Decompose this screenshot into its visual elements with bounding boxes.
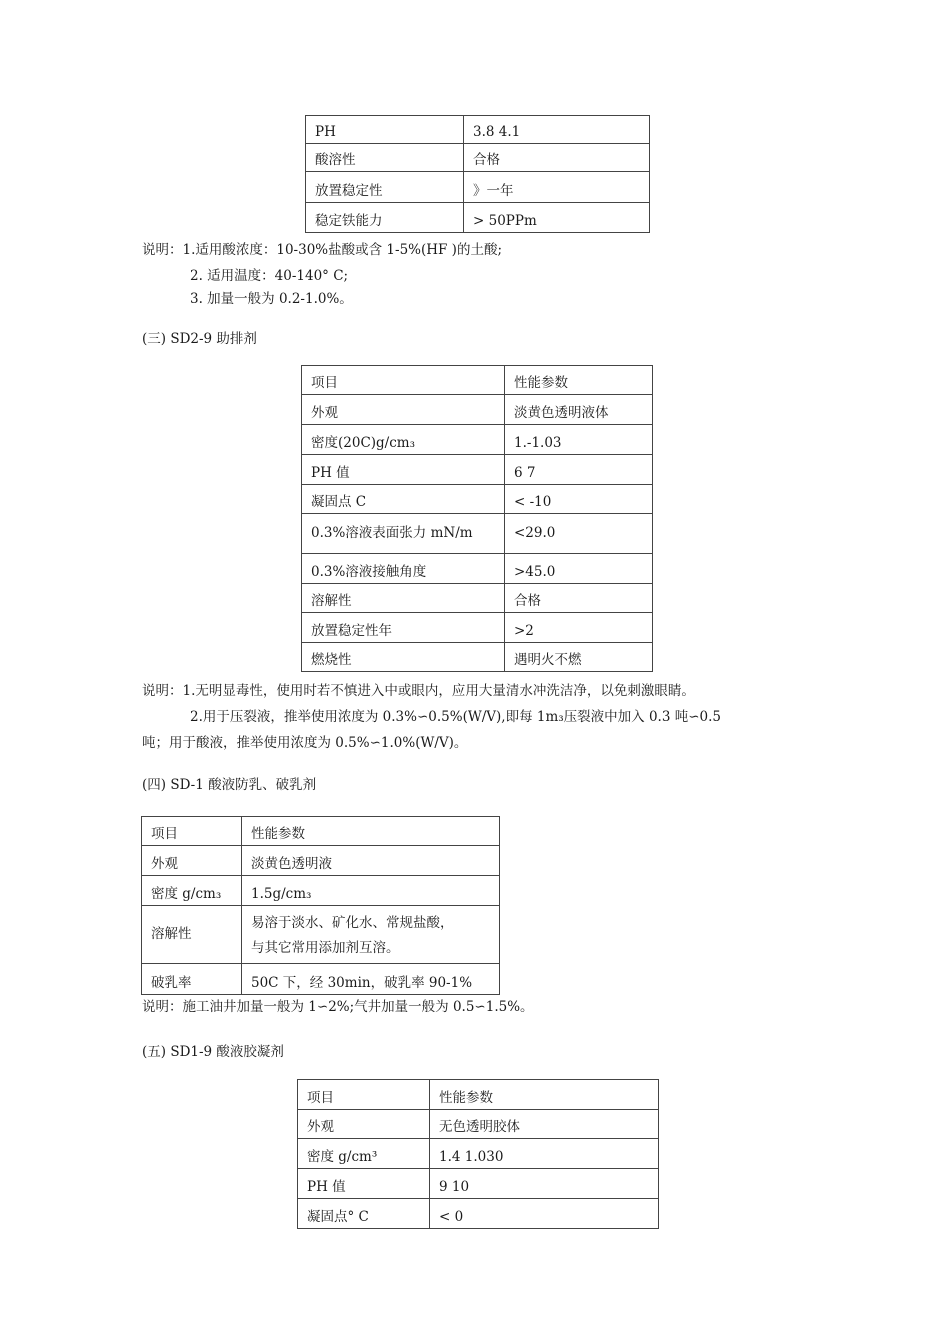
note-3-line-1: 说明：施工油井加量一般为 1∽2%;气井加量一般为 0.5∽1.5%。 (142, 999, 534, 1015)
table-row (302, 485, 653, 514)
table-header-cell: 性能参数 (430, 1080, 659, 1110)
table-cell: 密度 g/cm₃ (142, 876, 242, 906)
table-cell: 破乳率 (142, 964, 242, 995)
table-cell: 》一年 (464, 172, 650, 203)
table-cell: > 50PPm (464, 203, 650, 233)
table-cell: 1.-1.03 (505, 425, 653, 455)
table-cell: 淡黄色透明液体 (505, 395, 653, 425)
table-cell: PH 值 (298, 1169, 430, 1199)
table-cell: 9 10 (430, 1169, 659, 1199)
note-2-line-3: 吨；用于酸液，推举使用浓度为 0.5%∽1.0%(W/V)。 (142, 735, 468, 751)
table-header-cell: 项目 (142, 817, 242, 846)
table-cell: 合格 (505, 584, 653, 613)
table-cell: 燃烧性 (302, 643, 505, 672)
table-row (306, 144, 650, 172)
table-cell: >2 (505, 613, 653, 643)
table-cell: 凝固点 C (302, 485, 505, 514)
table-cell: 6 7 (505, 455, 653, 485)
table-header-cell: 项目 (302, 366, 505, 395)
table-cell: < 0 (430, 1199, 659, 1229)
table-cell: 溶解性 (142, 906, 242, 964)
table-cell: 无色透明胶体 (430, 1110, 659, 1139)
table-row (142, 964, 500, 995)
table-cell: 淡黄色透明液 (242, 846, 500, 876)
table-row (306, 116, 650, 144)
table-cell: 50C 下，经 30min，破乳率 90-1% (242, 964, 500, 995)
table-header-cell: 项目 (298, 1080, 430, 1110)
note-2-line-2: 2.用于压裂液，推举使用浓度为 0.3%∽0.5%(W/V),即每 1m₃压裂液中加入 0.3 吨∽0.5 (190, 709, 722, 725)
table-row (142, 846, 500, 876)
table-cell: 稳定铁能力 (306, 203, 464, 233)
table-cell: 放置稳定性年 (302, 613, 505, 643)
section-heading-4: (四) SD-1 酸液防乳、破乳剂 (142, 777, 317, 793)
table-cell: 放置稳定性 (306, 172, 464, 203)
table-cell: PH 值 (302, 455, 505, 485)
table-row (302, 643, 653, 672)
table-cell: 0.3%溶液表面张力 mN/m (302, 514, 505, 554)
table-row (306, 172, 650, 203)
table-cell: 酸溶性 (306, 144, 464, 172)
note-1-line-1: 说明：1.适用酸浓度：10-30%盐酸或含 1-5%(HF )的土酸; (142, 242, 502, 258)
table-cell: 密度(20C)g/cm₃ (302, 425, 505, 455)
table-cell: 1.4 1.030 (430, 1139, 659, 1169)
table-cell: 外观 (302, 395, 505, 425)
table-row (302, 395, 653, 425)
table-cell (242, 906, 500, 964)
table-gelling-agent (297, 1079, 659, 1229)
table-cell: 凝固点° C (298, 1199, 430, 1229)
table-cell: 密度 g/cm³ (298, 1139, 430, 1169)
table-cell-line: 易溶于淡水、矿化水、常规盐酸， (251, 914, 454, 931)
section-heading-3: (三) SD2-9 助排剂 (142, 331, 257, 347)
table-row (298, 1199, 659, 1229)
table-cell: 溶解性 (302, 584, 505, 613)
note-1-line-2: 2. 适用温度：40-140° C; (190, 268, 349, 284)
table-header-cell: 性能参数 (505, 366, 653, 395)
table-cell: < -10 (505, 485, 653, 514)
table-row (302, 514, 653, 554)
table-row (142, 817, 500, 846)
table-cell: PH (306, 116, 464, 144)
table-row (302, 584, 653, 613)
table-row (302, 554, 653, 584)
table-acid-stabilizer (305, 115, 650, 233)
table-row (298, 1169, 659, 1199)
table-cell: 外观 (298, 1110, 430, 1139)
table-cell: 遇明火不燃 (505, 643, 653, 672)
table-cell: 外观 (142, 846, 242, 876)
table-row (302, 455, 653, 485)
note-2-line-1: 说明：1.无明显毒性，使用时若不慎进入中或眼内，应用大量清水冲洗洁净，以免刺激眼睛。 (142, 683, 695, 699)
table-row (302, 425, 653, 455)
table-row (298, 1080, 659, 1110)
table-row (302, 613, 653, 643)
table-cell: 0.3%溶液接触角度 (302, 554, 505, 584)
note-1-line-3: 3. 加量一般为 0.2-1.0%。 (190, 291, 353, 307)
table-row (142, 906, 500, 964)
table-cell-line: 与其它常用添加剂互溶。 (251, 939, 400, 956)
table-row (142, 876, 500, 906)
table-row (302, 366, 653, 395)
table-cell: 合格 (464, 144, 650, 172)
table-demulsifier (141, 816, 500, 995)
table-row (306, 203, 650, 233)
table-cell: <29.0 (505, 514, 653, 554)
table-cell: 3.8 4.1 (464, 116, 650, 144)
table-cleanup-additive (301, 365, 653, 672)
table-row (298, 1110, 659, 1139)
section-heading-5: (五) SD1-9 酸液胶凝剂 (142, 1044, 284, 1060)
table-cell: >45.0 (505, 554, 653, 584)
table-row (298, 1139, 659, 1169)
table-cell: 1.5g/cm₃ (242, 876, 500, 906)
table-header-cell: 性能参数 (242, 817, 500, 846)
